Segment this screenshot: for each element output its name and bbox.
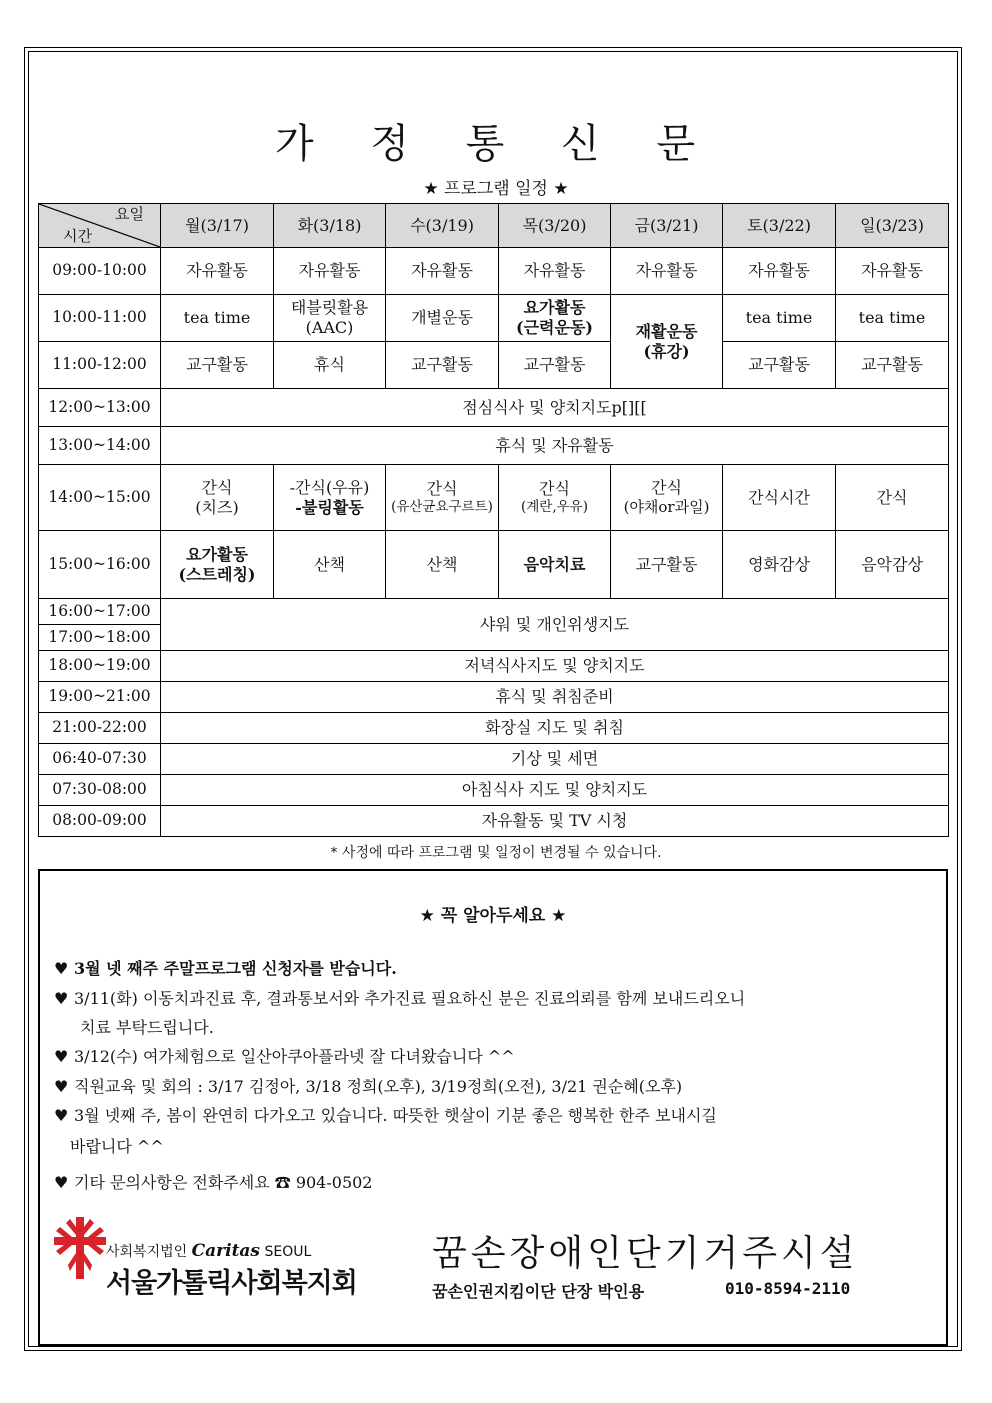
notice-item [54, 986, 745, 1009]
day-header: 월(3/17) [161, 204, 274, 248]
activity-cell: 교구활동 [723, 342, 836, 389]
notice-item [54, 1074, 682, 1097]
notice-text: 3월 넷 째주 주말프로그램 신청자를 받습니다. [74, 959, 397, 978]
day-header: 일(3/23) [836, 204, 949, 248]
notice-item [54, 1170, 372, 1193]
activity-cell: 음악치료 [499, 531, 611, 599]
activity-line: (유산균요구르트) [391, 499, 493, 516]
activity-line: (치즈) [195, 497, 239, 517]
activity-cell: 교구활동 [386, 342, 499, 389]
activity-cell [611, 465, 723, 531]
activity-cell: 개별운동 [386, 295, 499, 342]
activity-cell: 교구활동 [611, 531, 723, 599]
activity-line: (야채or과일) [623, 498, 710, 517]
notice-text: 3/11(화) 이동치과진료 후, 결과통보서와 추가진료 필요하신 분은 진료의뢰를 함께 보내드리오니 [74, 989, 746, 1008]
heart-icon: ♥ [54, 1106, 69, 1125]
span-activity-cell: 휴식 및 자유활동 [161, 427, 949, 465]
activity-cell: tea time [723, 295, 836, 342]
notice-title: ★ 꼭 알아두세요 ★ [419, 906, 567, 926]
span-activity-cell: 점심식사 및 양치지도p[][[ [161, 389, 949, 427]
table-row [39, 682, 949, 713]
activity-line: -불링활동 [295, 497, 364, 517]
time-cell: 06:40-07:30 [39, 744, 161, 775]
table-row [39, 713, 949, 744]
time-cell: 09:00-10:00 [39, 248, 161, 295]
time-cell: 17:00~18:00 [39, 625, 161, 651]
time-cell: 15:00~16:00 [39, 531, 161, 599]
contact-phone: 010-8594-2110 [725, 1279, 851, 1298]
corner-day-label: 요일 [115, 205, 144, 223]
table-row [39, 295, 949, 342]
notice-continuation: 치료 부탁드립니다. [80, 1018, 214, 1037]
activity-cell: 영화감상 [723, 531, 836, 599]
heart-icon: ♥ [54, 989, 69, 1008]
activity-line: 간식 [426, 479, 458, 499]
facility-name: 꿈손장애인단기거주시설 [432, 1233, 859, 1274]
organization-logo [50, 1213, 360, 1303]
time-cell: 10:00-11:00 [39, 295, 161, 342]
corner-cell [39, 204, 161, 248]
activity-cell: 교구활동 [836, 342, 949, 389]
logo-line1 [106, 1241, 311, 1261]
logo-prefix: 사회복지법인 [106, 1244, 188, 1260]
activity-cell [274, 465, 386, 531]
time-cell: 16:00~17:00 [39, 599, 161, 625]
table-row [39, 599, 949, 625]
activity-cell: 자유활동 [161, 248, 274, 295]
activity-cell: 자유활동 [723, 248, 836, 295]
activity-cell [274, 295, 386, 342]
activity-cell: 휴식 [274, 342, 386, 389]
logo-suffix: SEOUL [264, 1244, 312, 1260]
heart-icon: ♥ [54, 1077, 69, 1096]
header-row [39, 204, 949, 248]
corner-time-label: 시간 [63, 227, 92, 246]
activity-cell: 교구활동 [499, 342, 611, 389]
day-header: 금(3/21) [611, 204, 723, 248]
activity-cell: 자유활동 [499, 248, 611, 295]
table-row [39, 248, 949, 295]
contact-person: 꿈손인권지킴이단 단장 박인용 [432, 1282, 645, 1301]
activity-cell: 자유활동 [274, 248, 386, 295]
time-cell: 11:00-12:00 [39, 342, 161, 389]
notice-text: 3/12(수) 여가체험으로 일산아쿠아플라넷 잘 다녀왔습니다 ^^ [74, 1047, 515, 1066]
notice-box [38, 869, 948, 1346]
table-row [39, 651, 949, 682]
activity-cell: 음악감상 [836, 531, 949, 599]
schedule-table [38, 203, 949, 837]
logo-brand: Caritas [191, 1241, 261, 1261]
activity-line: (계란,우유) [521, 499, 588, 516]
activity-line: 태블릿활용 [290, 298, 369, 317]
activity-cell: 간식 [836, 465, 949, 531]
activity-line: 요가활동 [186, 544, 248, 564]
activity-line: (AAC) [305, 318, 354, 337]
span-activity-cell: 아침식사 지도 및 양치지도 [161, 775, 949, 806]
span-activity-cell: 휴식 및 취침준비 [161, 682, 949, 713]
table-row [39, 775, 949, 806]
span-activity-cell: 자유활동 및 TV 시청 [161, 806, 949, 837]
day-header: 화(3/18) [274, 204, 386, 248]
table-row [39, 806, 949, 837]
logo-org-name: 서울가톨릭사회복지회 [106, 1268, 357, 1299]
activity-line: 간식 [539, 479, 570, 499]
day-header: 목(3/20) [499, 204, 611, 248]
activity-cell [611, 295, 723, 389]
notice-continuation: 바랍니다 ^^ [70, 1137, 164, 1156]
activity-cell: 자유활동 [836, 248, 949, 295]
activity-cell: tea time [161, 295, 274, 342]
activity-cell: 산책 [386, 531, 499, 599]
time-cell: 18:00~19:00 [39, 651, 161, 682]
table-row [39, 427, 949, 465]
span-activity-cell: 샤워 및 개인위생지도 [161, 599, 949, 651]
activity-line: 간식 [201, 477, 233, 497]
time-cell: 07:30-08:00 [39, 775, 161, 806]
activity-line: 요가활동 [523, 298, 586, 317]
activity-cell [499, 295, 611, 342]
time-cell: 21:00-22:00 [39, 713, 161, 744]
notice-item [54, 956, 397, 979]
activity-line: 간식 [651, 478, 682, 498]
activity-cell: 교구활동 [161, 342, 274, 389]
activity-line: (휴강) [643, 341, 690, 361]
time-cell: 13:00~14:00 [39, 427, 161, 465]
activity-cell [499, 465, 611, 531]
time-cell: 12:00~13:00 [39, 389, 161, 427]
notice-text: 직원교육 및 회의 : 3/17 김정아, 3/18 정희(오후), 3/19정희(오전), 3/21 권순혜(오후) [74, 1077, 683, 1096]
time-cell: 08:00-09:00 [39, 806, 161, 837]
notice-text: 기타 문의사항은 전화주세요 ☎ 904-0502 [74, 1173, 373, 1192]
span-activity-cell: 기상 및 세면 [161, 744, 949, 775]
activity-cell: tea time [836, 295, 949, 342]
activity-cell: 간식시간 [723, 465, 836, 531]
page-title: 가 정 통 신 문 [274, 121, 718, 167]
table-row [39, 465, 949, 531]
activity-cell: 산책 [274, 531, 386, 599]
time-cell: 19:00~21:00 [39, 682, 161, 713]
notice-item [54, 1044, 515, 1067]
day-header: 수(3/19) [386, 204, 499, 248]
day-header: 토(3/22) [723, 204, 836, 248]
activity-line: (근력운동) [516, 318, 593, 337]
span-activity-cell: 화장실 지도 및 취침 [161, 713, 949, 744]
heart-icon: ♥ [54, 1173, 69, 1192]
table-row [39, 342, 949, 389]
activity-cell: 자유활동 [386, 248, 499, 295]
activity-line: -간식(우유) [289, 477, 370, 497]
schedule-subtitle: ★ 프로그램 일정 ★ [423, 179, 569, 199]
table-row [39, 389, 949, 427]
table-row [39, 744, 949, 775]
heart-icon: ♥ [54, 1047, 69, 1066]
activity-cell [386, 465, 499, 531]
activity-cell [161, 531, 274, 599]
span-activity-cell: 저녁식사지도 및 양치지도 [161, 651, 949, 682]
heart-icon: ♥ [54, 959, 69, 978]
notice-item [54, 1103, 717, 1126]
table-row [39, 531, 949, 599]
activity-cell: 자유활동 [611, 248, 723, 295]
activity-line: (스트레칭) [178, 564, 256, 584]
time-cell: 14:00~15:00 [39, 465, 161, 531]
notice-text: 3월 넷째 주, 봄이 완연히 다가오고 있습니다. 따뜻한 햇살이 기분 좋은 행복한 한주 보내시길 [74, 1106, 717, 1125]
schedule-note: * 사정에 따라 프로그램 및 일정이 변경될 수 있습니다. [330, 845, 662, 861]
activity-cell [161, 465, 274, 531]
activity-line: 재활운동 [635, 321, 698, 341]
caritas-cross-icon [50, 1213, 110, 1283]
